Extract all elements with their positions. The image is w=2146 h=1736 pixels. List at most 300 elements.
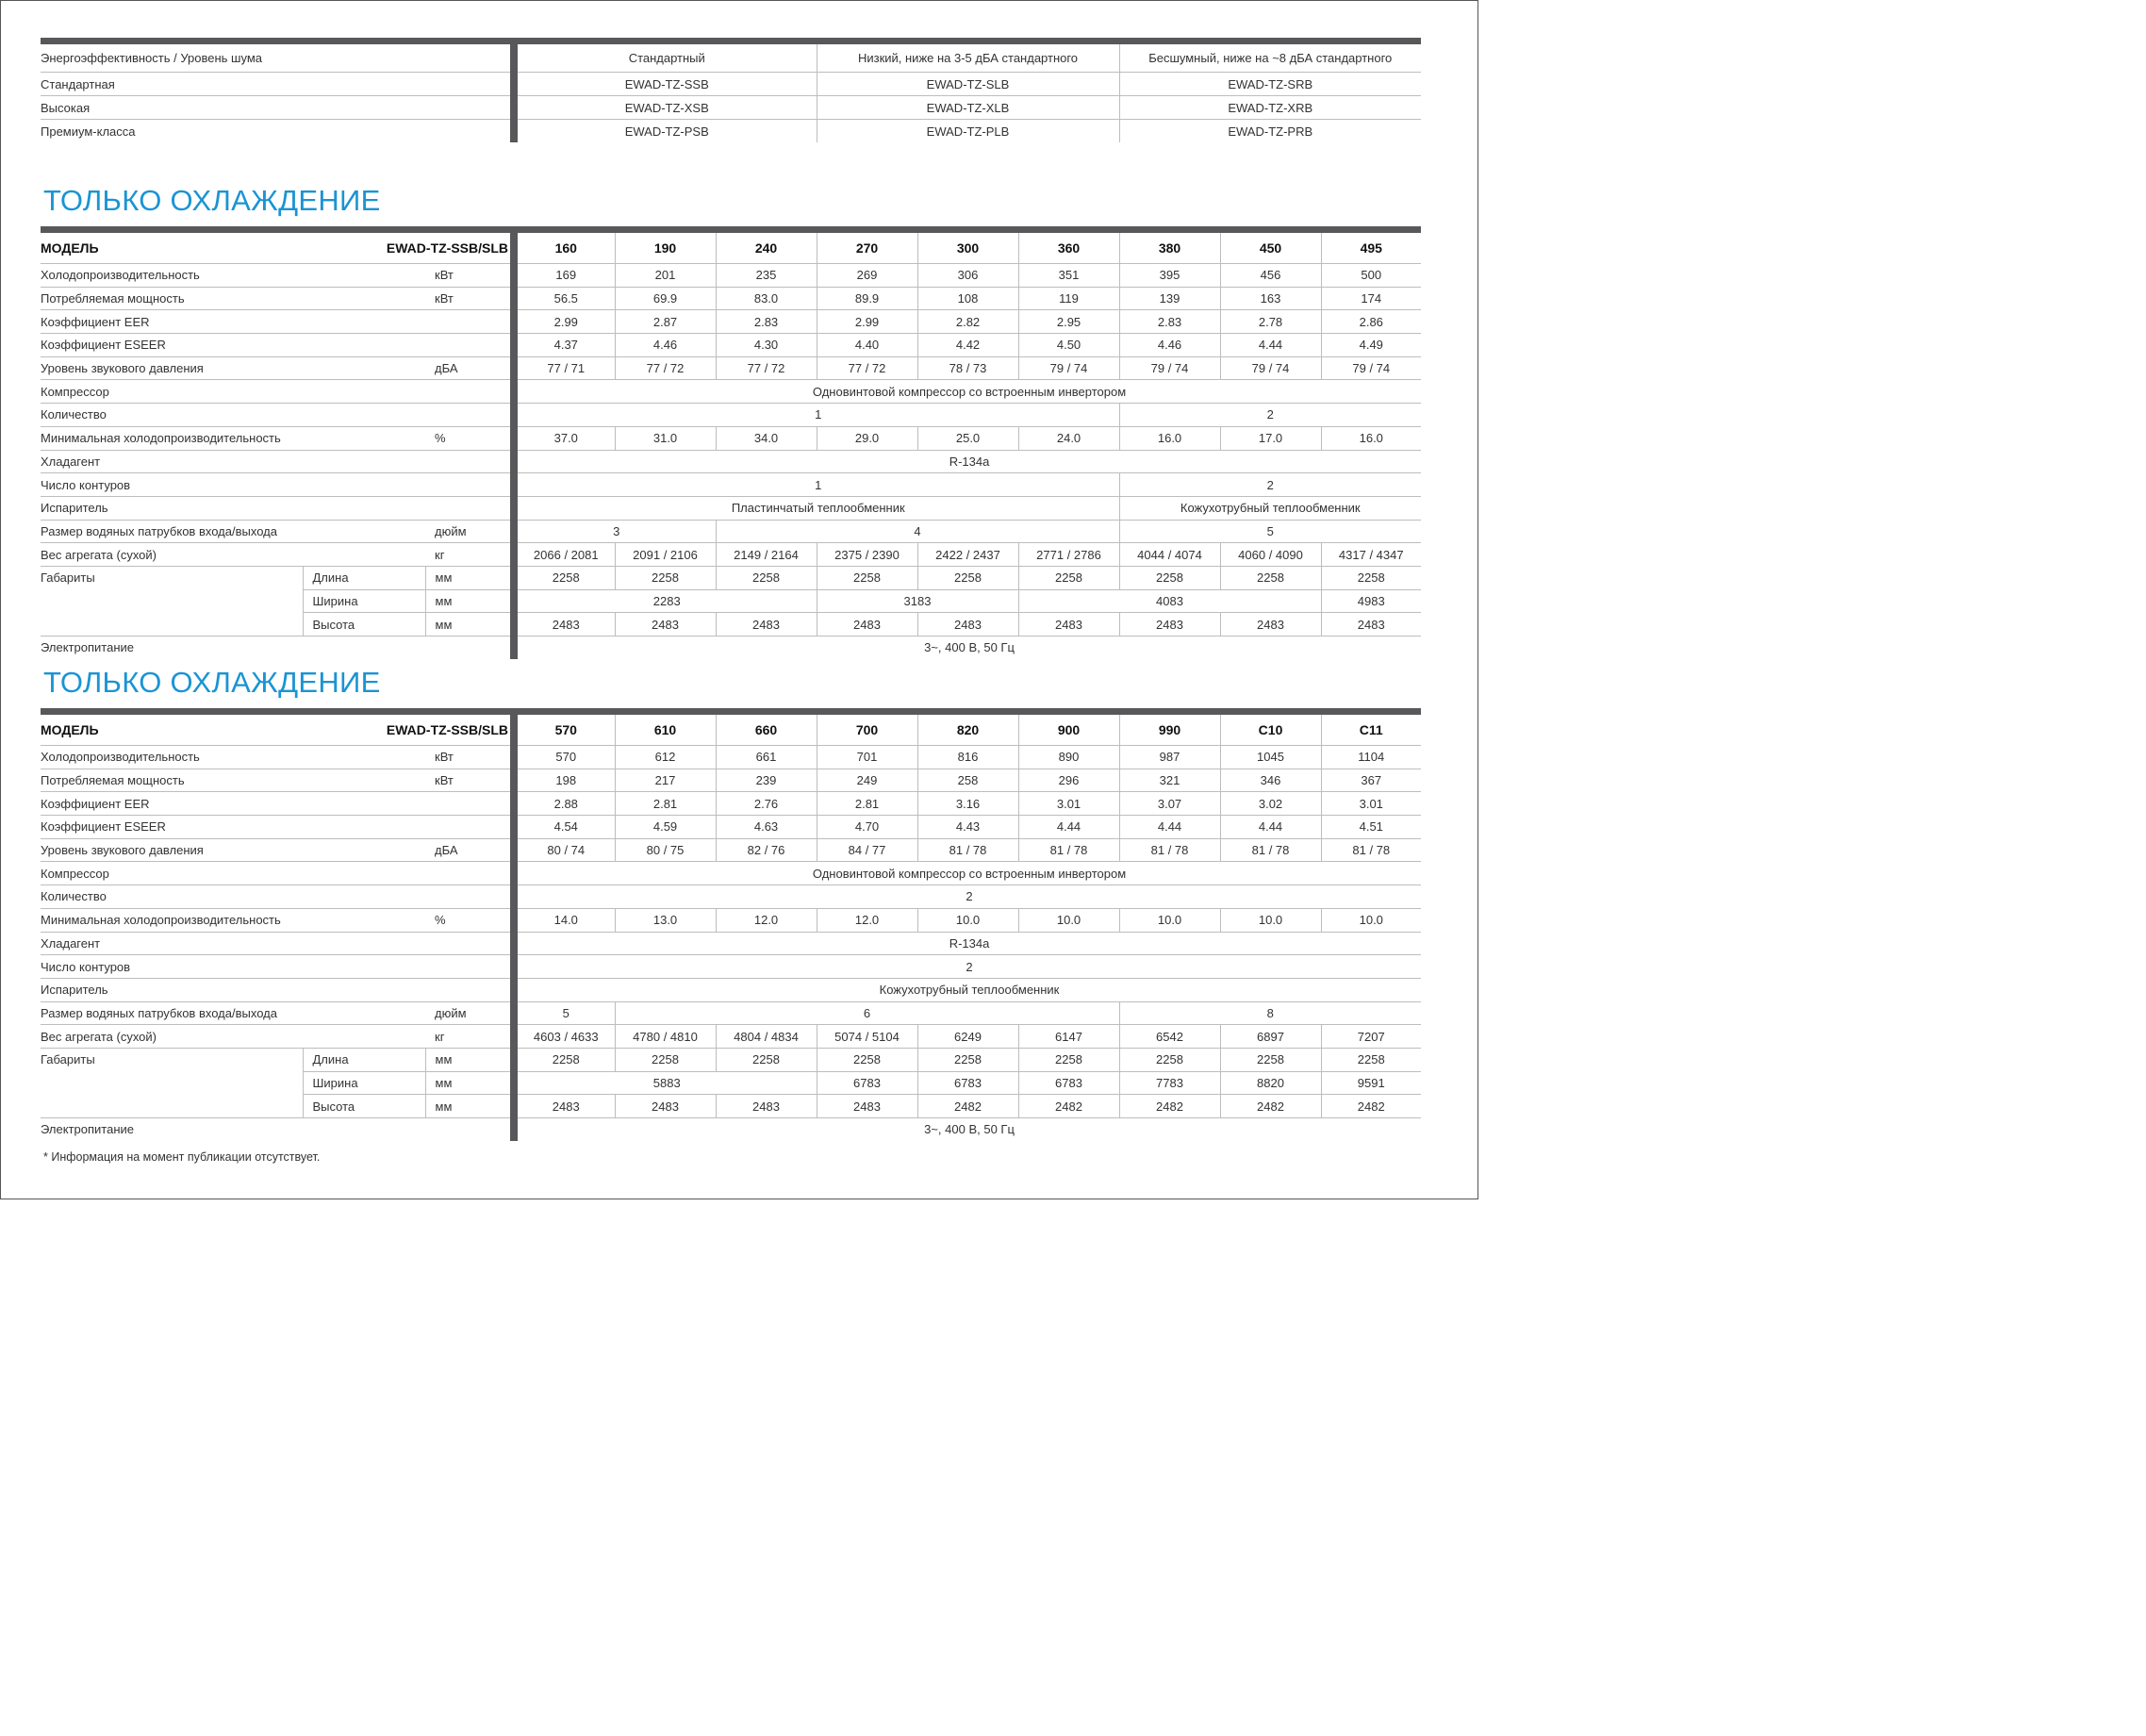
top-row	[41, 120, 1421, 143]
value-cell: 80 / 74	[514, 838, 615, 862]
value-cell: 81 / 78	[1119, 838, 1220, 862]
value-cell: 77 / 72	[615, 356, 716, 380]
value-cell: 10.0	[917, 908, 1018, 932]
row-label: Число контуров	[41, 473, 425, 497]
value-cell: 2483	[615, 613, 716, 637]
row-label: Количество	[41, 404, 425, 427]
power-unit	[425, 1118, 514, 1141]
spec-row	[41, 450, 1421, 473]
model-number: 190	[615, 230, 716, 264]
value-cell: 2	[1119, 404, 1421, 427]
row-unit	[425, 792, 514, 816]
spec-row	[41, 792, 1421, 816]
value-cell: 351	[1018, 264, 1119, 288]
model-number: 495	[1321, 230, 1421, 264]
value-cell: 2258	[514, 1048, 615, 1071]
value-cell: 4.46	[1119, 334, 1220, 357]
top-row-cell: EWAD-TZ-PSB	[514, 120, 817, 143]
spec-row	[41, 334, 1421, 357]
value-cell: 2.88	[514, 792, 615, 816]
value-cell: 2258	[1220, 1048, 1321, 1071]
row-label: Холодопроизводительность	[41, 746, 425, 769]
value-cell: 2.76	[716, 792, 817, 816]
spec-row	[41, 520, 1421, 543]
top-row-cell: EWAD-TZ-XSB	[514, 96, 817, 120]
value-cell: 2258	[1321, 566, 1421, 589]
dims-sub-label: Длина	[303, 1048, 425, 1071]
value-cell: 2283	[514, 589, 817, 613]
value-cell: 5	[514, 1001, 615, 1025]
value-cell: 10.0	[1119, 908, 1220, 932]
value-cell: 2258	[1018, 1048, 1119, 1071]
model-name: EWAD-TZ-SSB/SLB	[303, 712, 514, 746]
value-cell: 2483	[1119, 613, 1220, 637]
value-cell: 16.0	[1119, 426, 1220, 450]
value-cell: 4.46	[615, 334, 716, 357]
model-label: МОДЕЛЬ	[41, 712, 303, 746]
value-cell: 9591	[1321, 1071, 1421, 1095]
model-number: 360	[1018, 230, 1119, 264]
row-unit	[425, 380, 514, 404]
value-cell: 1104	[1321, 746, 1421, 769]
top-header-label: Энергоэффективность / Уровень шума	[41, 41, 514, 73]
value-cell: 4	[716, 520, 1119, 543]
spec-row	[41, 496, 1421, 520]
value-cell: 4.30	[716, 334, 817, 357]
row-unit	[425, 496, 514, 520]
value-cell: Пластинчатый теплообменник	[514, 496, 1119, 520]
row-unit: кг	[425, 543, 514, 567]
value-cell: 69.9	[615, 287, 716, 310]
power-row	[41, 637, 1421, 659]
value-cell: 14.0	[514, 908, 615, 932]
value-cell: 3.16	[917, 792, 1018, 816]
spec-row	[41, 769, 1421, 792]
model-number: 300	[917, 230, 1018, 264]
value-cell: 816	[917, 746, 1018, 769]
value-cell: 2	[514, 955, 1421, 979]
value-cell: 2483	[817, 613, 917, 637]
model-number: 380	[1119, 230, 1220, 264]
row-unit	[425, 404, 514, 427]
value-cell: 235	[716, 264, 817, 288]
value-cell: 2483	[1321, 613, 1421, 637]
power-row	[41, 1118, 1421, 1141]
value-cell: 4.51	[1321, 816, 1421, 839]
row-label: Размер водяных патрубков входа/выхода	[41, 1001, 425, 1025]
value-cell: 217	[615, 769, 716, 792]
top-header-col: Низкий, ниже на 3-5 дБА стандартного	[817, 41, 1119, 73]
value-cell: 13.0	[615, 908, 716, 932]
value-cell: 2258	[817, 1048, 917, 1071]
value-cell: 79 / 74	[1220, 356, 1321, 380]
value-cell: 79 / 74	[1119, 356, 1220, 380]
dims-row	[41, 566, 1421, 589]
row-unit	[425, 310, 514, 334]
value-cell: 89.9	[817, 287, 917, 310]
model-number: C10	[1220, 712, 1321, 746]
top-row-cell: EWAD-TZ-SRB	[1119, 73, 1421, 96]
value-cell: 34.0	[716, 426, 817, 450]
spec-row	[41, 380, 1421, 404]
row-label: Потребляемая мощность	[41, 287, 425, 310]
spec-row	[41, 816, 1421, 839]
spec-table-2	[41, 708, 1421, 1141]
row-label: Вес агрегата (сухой)	[41, 1025, 425, 1049]
spec-row	[41, 978, 1421, 1001]
value-cell: 16.0	[1321, 426, 1421, 450]
value-cell: 367	[1321, 769, 1421, 792]
dims-unit: мм	[425, 1071, 514, 1095]
top-row-cell: EWAD-TZ-SLB	[817, 73, 1119, 96]
dims-unit: мм	[425, 566, 514, 589]
dims-sub-label: Длина	[303, 566, 425, 589]
spec-row	[41, 932, 1421, 955]
spec-row	[41, 746, 1421, 769]
value-cell: 163	[1220, 287, 1321, 310]
value-cell: 77 / 71	[514, 356, 615, 380]
row-label: Холодопроизводительность	[41, 264, 425, 288]
spec-row	[41, 1025, 1421, 1049]
value-cell: 10.0	[1321, 908, 1421, 932]
efficiency-noise-table	[41, 38, 1421, 142]
value-cell: Кожухотрубный теплообменник	[514, 978, 1421, 1001]
value-cell: R-134a	[514, 450, 1421, 473]
value-cell: 108	[917, 287, 1018, 310]
value-cell: 2258	[817, 566, 917, 589]
value-cell: 4.70	[817, 816, 917, 839]
value-cell: 24.0	[1018, 426, 1119, 450]
value-cell: 2258	[1220, 566, 1321, 589]
value-cell: 169	[514, 264, 615, 288]
value-cell: 4804 / 4834	[716, 1025, 817, 1049]
value-cell: 239	[716, 769, 817, 792]
value-cell: 2.78	[1220, 310, 1321, 334]
value-cell: 2258	[1321, 1048, 1421, 1071]
dims-sub-label: Ширина	[303, 589, 425, 613]
row-unit: %	[425, 426, 514, 450]
value-cell: 2	[514, 885, 1421, 909]
row-label: Хладагент	[41, 450, 425, 473]
top-header-col: Бесшумный, ниже на ~8 дБА стандартного	[1119, 41, 1421, 73]
value-cell: 2.86	[1321, 310, 1421, 334]
value-cell: 79 / 74	[1018, 356, 1119, 380]
value-cell: 4603 / 4633	[514, 1025, 615, 1049]
value-cell: 3	[514, 520, 716, 543]
value-cell: 2258	[615, 1048, 716, 1071]
value-cell: 37.0	[514, 426, 615, 450]
value-cell: 6542	[1119, 1025, 1220, 1049]
spec-row	[41, 543, 1421, 567]
value-cell: 6249	[917, 1025, 1018, 1049]
top-row-cell: EWAD-TZ-PLB	[817, 120, 1119, 143]
spec-row	[41, 908, 1421, 932]
row-label: Минимальная холодопроизводительность	[41, 908, 425, 932]
value-cell: 4317 / 4347	[1321, 543, 1421, 567]
value-cell: 2482	[1220, 1095, 1321, 1118]
value-cell: 2258	[917, 566, 1018, 589]
value-cell: 890	[1018, 746, 1119, 769]
value-cell: 1	[514, 404, 1119, 427]
value-cell: 3.07	[1119, 792, 1220, 816]
top-row-label: Стандартная	[41, 73, 514, 96]
value-cell: 7207	[1321, 1025, 1421, 1049]
value-cell: 80 / 75	[615, 838, 716, 862]
value-cell: 81 / 78	[1321, 838, 1421, 862]
row-label: Коэффициент EER	[41, 792, 425, 816]
value-cell: 500	[1321, 264, 1421, 288]
model-number: 660	[716, 712, 817, 746]
row-unit: дБА	[425, 838, 514, 862]
top-row	[41, 96, 1421, 120]
value-cell: 4.44	[1119, 816, 1220, 839]
value-cell: 5	[1119, 520, 1421, 543]
power-unit	[425, 637, 514, 659]
value-cell: 139	[1119, 287, 1220, 310]
value-cell: 612	[615, 746, 716, 769]
spec-row	[41, 473, 1421, 497]
row-unit	[425, 862, 514, 885]
dims-sub-label: Ширина	[303, 1071, 425, 1095]
value-cell: 3.01	[1321, 792, 1421, 816]
value-cell: 2.95	[1018, 310, 1119, 334]
footnote: * Информация на момент публикации отсутствует.	[43, 1150, 321, 1164]
value-cell: 4.49	[1321, 334, 1421, 357]
value-cell: 4.40	[817, 334, 917, 357]
value-cell: 258	[917, 769, 1018, 792]
value-cell: 81 / 78	[1220, 838, 1321, 862]
value-cell: 201	[615, 264, 716, 288]
value-cell: 2149 / 2164	[716, 543, 817, 567]
row-label: Число контуров	[41, 955, 425, 979]
value-cell: 346	[1220, 769, 1321, 792]
value-cell: 2482	[1119, 1095, 1220, 1118]
section-title-2: ТОЛЬКО ОХЛАЖДЕНИЕ	[43, 666, 381, 699]
value-cell: 5883	[514, 1071, 817, 1095]
value-cell: 4.43	[917, 816, 1018, 839]
model-number: C11	[1321, 712, 1421, 746]
value-cell: 321	[1119, 769, 1220, 792]
value-cell: 2482	[1018, 1095, 1119, 1118]
row-unit	[425, 885, 514, 909]
value-cell: 2258	[1018, 566, 1119, 589]
value-cell: 4060 / 4090	[1220, 543, 1321, 567]
value-cell: 3.01	[1018, 792, 1119, 816]
row-unit: кВт	[425, 746, 514, 769]
value-cell: 79 / 74	[1321, 356, 1421, 380]
row-label: Вес агрегата (сухой)	[41, 543, 425, 567]
value-cell: 77 / 72	[716, 356, 817, 380]
row-label: Коэффициент ESEER	[41, 816, 425, 839]
value-cell: 2258	[716, 566, 817, 589]
value-cell: 81 / 78	[917, 838, 1018, 862]
power-label: Электропитание	[41, 1122, 134, 1137]
model-header-row	[41, 230, 1421, 264]
model-number: 270	[817, 230, 917, 264]
row-label: Коэффициент ESEER	[41, 334, 425, 357]
value-cell: 2258	[917, 1048, 1018, 1071]
spec-row	[41, 310, 1421, 334]
value-cell: 2483	[817, 1095, 917, 1118]
row-label: Испаритель	[41, 496, 425, 520]
model-header-row	[41, 712, 1421, 746]
value-cell: 81 / 78	[1018, 838, 1119, 862]
value-cell: 78 / 73	[917, 356, 1018, 380]
value-cell: 31.0	[615, 426, 716, 450]
spec-row	[41, 356, 1421, 380]
value-cell: 2482	[917, 1095, 1018, 1118]
spec-row	[41, 885, 1421, 909]
row-unit: кВт	[425, 264, 514, 288]
model-number: 990	[1119, 712, 1220, 746]
row-label: Потребляемая мощность	[41, 769, 425, 792]
value-cell: 395	[1119, 264, 1220, 288]
top-header-col: Стандартный	[514, 41, 817, 73]
value-cell: 4.44	[1018, 816, 1119, 839]
value-cell: 4.44	[1220, 334, 1321, 357]
value-cell: 2771 / 2786	[1018, 543, 1119, 567]
dims-unit: мм	[425, 589, 514, 613]
value-cell: Одновинтовой компрессор со встроенным инвертором	[514, 380, 1421, 404]
value-cell: 2	[1119, 473, 1421, 497]
value-cell: 661	[716, 746, 817, 769]
row-label: Уровень звукового давления	[41, 356, 425, 380]
spec-row	[41, 1001, 1421, 1025]
dims-label: Габариты	[41, 566, 303, 636]
value-cell: R-134a	[514, 932, 1421, 955]
value-cell: 2258	[514, 566, 615, 589]
value-cell: 8820	[1220, 1071, 1321, 1095]
row-unit	[425, 450, 514, 473]
value-cell: 2483	[1220, 613, 1321, 637]
row-label: Хладагент	[41, 932, 425, 955]
value-cell: 4983	[1321, 589, 1421, 613]
value-cell: 2422 / 2437	[917, 543, 1018, 567]
value-cell: 6783	[817, 1071, 917, 1095]
value-cell: Кожухотрубный теплообменник	[1119, 496, 1421, 520]
power-label: Электропитание	[41, 640, 134, 655]
value-cell: Одновинтовой компрессор со встроенным инвертором	[514, 862, 1421, 885]
value-cell: 987	[1119, 746, 1220, 769]
value-cell: 198	[514, 769, 615, 792]
value-cell: 2483	[615, 1095, 716, 1118]
value-cell: 6897	[1220, 1025, 1321, 1049]
value-cell: 4.59	[615, 816, 716, 839]
row-label: Испаритель	[41, 978, 425, 1001]
value-cell: 2483	[917, 613, 1018, 637]
value-cell: 2482	[1321, 1095, 1421, 1118]
top-row	[41, 73, 1421, 96]
value-cell: 17.0	[1220, 426, 1321, 450]
row-unit: кВт	[425, 769, 514, 792]
value-cell: 701	[817, 746, 917, 769]
model-number: 450	[1220, 230, 1321, 264]
value-cell: 29.0	[817, 426, 917, 450]
model-label: МОДЕЛЬ	[41, 230, 303, 264]
dims-label: Габариты	[41, 1048, 303, 1117]
model-number: 610	[615, 712, 716, 746]
model-number: 240	[716, 230, 817, 264]
value-cell: 2483	[514, 1095, 615, 1118]
value-cell: 2483	[514, 613, 615, 637]
spec-row	[41, 287, 1421, 310]
value-cell: 2.99	[817, 310, 917, 334]
spec-table-1	[41, 226, 1421, 659]
row-unit	[425, 816, 514, 839]
model-number: 160	[514, 230, 615, 264]
value-cell: 10.0	[1018, 908, 1119, 932]
value-cell: 2258	[716, 1048, 817, 1071]
value-cell: 2483	[716, 613, 817, 637]
row-label: Размер водяных патрубков входа/выхода	[41, 520, 425, 543]
model-number: 700	[817, 712, 917, 746]
value-cell: 249	[817, 769, 917, 792]
value-cell: 2066 / 2081	[514, 543, 615, 567]
value-cell: 4083	[1018, 589, 1321, 613]
value-cell: 83.0	[716, 287, 817, 310]
value-cell: 2258	[1119, 1048, 1220, 1071]
value-cell: 2258	[1119, 566, 1220, 589]
value-cell: 6	[615, 1001, 1119, 1025]
dims-row	[41, 1048, 1421, 1071]
value-cell: 2091 / 2106	[615, 543, 716, 567]
row-unit	[425, 978, 514, 1001]
value-cell: 84 / 77	[817, 838, 917, 862]
row-unit: дюйм	[425, 520, 514, 543]
row-unit	[425, 955, 514, 979]
value-cell: 25.0	[917, 426, 1018, 450]
value-cell: 4.50	[1018, 334, 1119, 357]
row-unit: кВт	[425, 287, 514, 310]
spec-row	[41, 838, 1421, 862]
model-number: 900	[1018, 712, 1119, 746]
power-value: 3~, 400 В, 50 Гц	[924, 640, 1015, 655]
value-cell: 119	[1018, 287, 1119, 310]
value-cell: 2.99	[514, 310, 615, 334]
top-header-row	[41, 41, 1421, 73]
value-cell: 2483	[716, 1095, 817, 1118]
value-cell: 4780 / 4810	[615, 1025, 716, 1049]
value-cell: 2.81	[817, 792, 917, 816]
top-row-cell: EWAD-TZ-PRB	[1228, 124, 1313, 139]
top-row-cell: EWAD-TZ-XLB	[817, 96, 1119, 120]
spec-row	[41, 264, 1421, 288]
power-value: 3~, 400 В, 50 Гц	[924, 1122, 1015, 1137]
value-cell: 2258	[615, 566, 716, 589]
value-cell: 4.37	[514, 334, 615, 357]
model-number: 820	[917, 712, 1018, 746]
value-cell: 4.42	[917, 334, 1018, 357]
row-label: Компрессор	[41, 862, 425, 885]
value-cell: 10.0	[1220, 908, 1321, 932]
value-cell: 296	[1018, 769, 1119, 792]
value-cell: 3.02	[1220, 792, 1321, 816]
value-cell: 3183	[817, 589, 1018, 613]
value-cell: 56.5	[514, 287, 615, 310]
top-row-label: Премиум-класса	[41, 120, 514, 143]
spec-row	[41, 862, 1421, 885]
value-cell: 7783	[1119, 1071, 1220, 1095]
top-row-cell: EWAD-TZ-SSB	[514, 73, 817, 96]
value-cell: 456	[1220, 264, 1321, 288]
spec-row	[41, 955, 1421, 979]
value-cell: 6783	[917, 1071, 1018, 1095]
value-cell: 1	[514, 473, 1119, 497]
row-unit: дБА	[425, 356, 514, 380]
row-label: Уровень звукового давления	[41, 838, 425, 862]
value-cell: 4044 / 4074	[1119, 543, 1220, 567]
value-cell: 82 / 76	[716, 838, 817, 862]
